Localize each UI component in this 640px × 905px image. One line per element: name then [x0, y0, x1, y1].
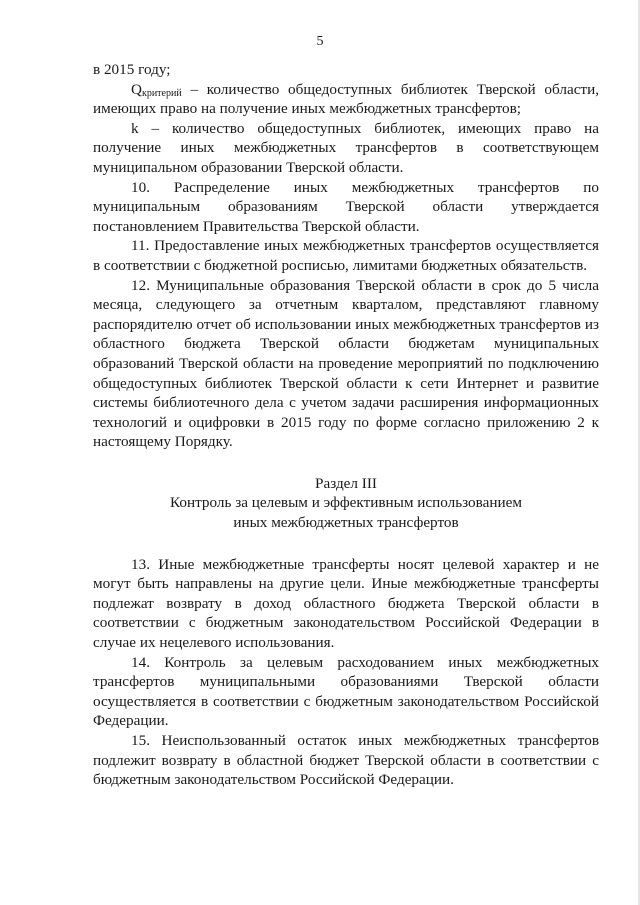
paragraph-11: 11. Предоставление иных межбюджетных трансфертов осуществляется в соответствии с бюджетной росписью, лимитами бюджетных обязательств. — [93, 237, 599, 274]
section-title-line-2: иных межбюджетных трансфертов — [233, 514, 459, 532]
section-title-line-1: Контроль за целевым и эффективным использованием — [170, 494, 522, 512]
q-definition-text: – количество общедоступных библиотек Тверской области, имеющих право на получение иных межбюджетных трансфертов; — [93, 80, 599, 118]
page-number: 5 — [316, 34, 324, 49]
paragraph-q-definition — [93, 80, 599, 119]
q-subscript: критерий — [141, 87, 182, 99]
paragraph-13: 13. Иные межбюджетные трансферты носят целевой характер и не могут быть направлены на другие цели. Иные межбюджетные трансферты подлежат возврату в доход областного бюджета Тверской области в соответствии с бюджетным законодательством Российской Федерации в случае их нецелевого использования. — [93, 555, 599, 652]
spacer — [93, 452, 599, 474]
spacer — [93, 533, 599, 555]
paragraph-14: 14. Контроль за целевым расходованием иных межбюджетных трансфертов муниципальными образованиями Тверской области осуществляется в соответствии с бюджетным законодательством Российской Федерации. — [93, 653, 599, 730]
paragraph-continuation: в 2015 году; — [93, 61, 171, 78]
document-body — [93, 60, 599, 790]
section-heading: Раздел III — [315, 474, 377, 492]
paragraph-15: 15. Неиспользованный остаток иных межбюджетных трансфертов подлежит возврату в областной бюджет Тверской области в соответствии с бюджетным законодательством Российской Федерации. — [93, 732, 599, 789]
q-symbol: Q — [131, 80, 142, 98]
paragraph-12: 12. Муниципальные образования Тверской области в срок до 5 числа месяца, следующего за отчетным кварталом, представляют главному распорядителю отчет об использовании иных межбюджетных трансфертов из областного бюджета Тверской области бюджетам муниципальных образований Тверской области на проведение мероприятий по подключению общедоступных библиотек Тверской области к сети Интернет и развитие системы библиотечного дела с учетом задачи расширения информационных технологий и оцифровки в 2015 году по форме согласно приложению 2 к настоящему Порядку. — [93, 276, 599, 451]
paragraph-k-definition: k – количество общедоступных библиотек, имеющих право на получение иных межбюджетных трансфертов в соответствующем муниципальном образовании Тверской области. — [93, 119, 599, 176]
paragraph-10: 10. Распределение иных межбюджетных трансфертов по муниципальным образованиям Тверской области утверждается постановлением Правительства Тверской области. — [93, 178, 599, 235]
